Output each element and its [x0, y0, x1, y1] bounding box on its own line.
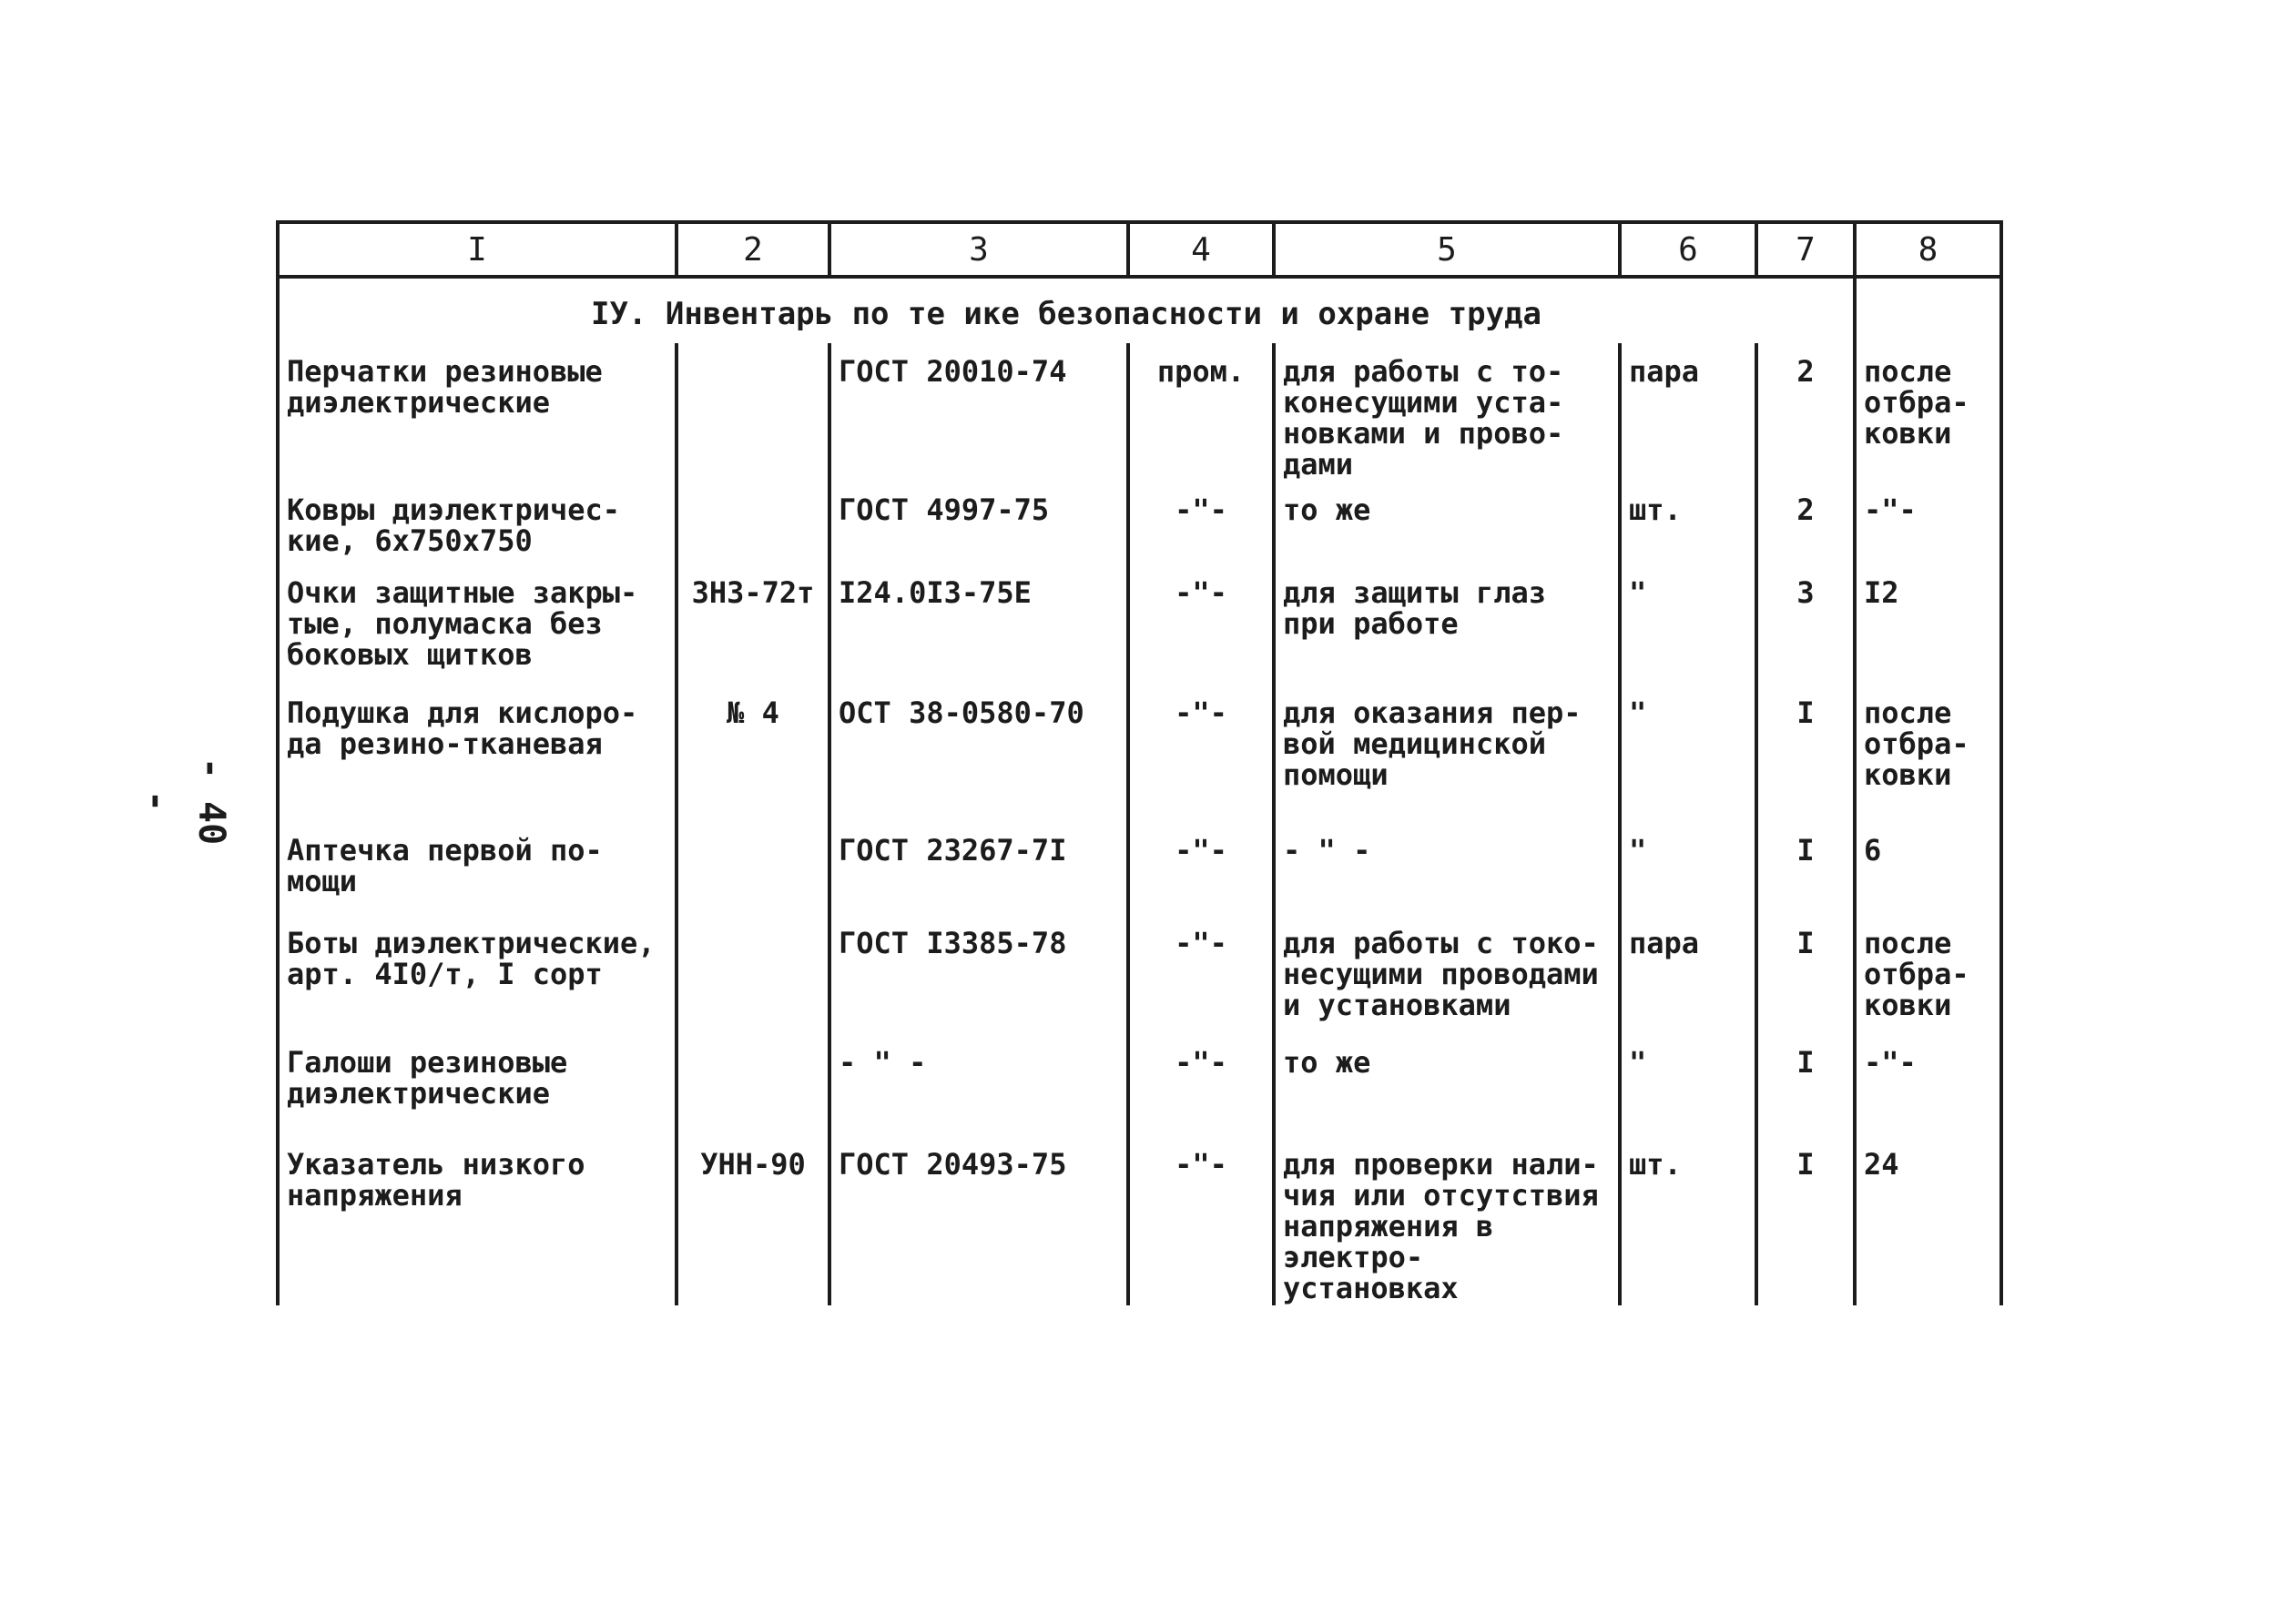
- cell-qty: 3: [1756, 564, 1855, 685]
- cell-term: 6: [1855, 822, 2001, 914]
- table-row: [278, 564, 2001, 685]
- cell-kind: -"-: [1128, 1034, 1274, 1135]
- cell-name: Указатель низкого напряжения: [278, 1136, 677, 1305]
- table-row: [278, 343, 2001, 482]
- column-header: 7: [1756, 222, 1855, 277]
- cell-qty: I: [1756, 1136, 1855, 1305]
- table-row: [278, 1034, 2001, 1135]
- cell-model: [677, 1034, 829, 1135]
- cell-kind: -"-: [1128, 564, 1274, 685]
- cell-qty: 2: [1756, 482, 1855, 564]
- column-header: 8: [1855, 222, 2001, 277]
- column-header: 4: [1128, 222, 1274, 277]
- column-header: 5: [1274, 222, 1620, 277]
- cell-purpose: то же: [1274, 482, 1620, 564]
- cell-model: ЗНЗ-72т: [677, 564, 829, 685]
- cell-kind: -"-: [1128, 822, 1274, 914]
- cell-purpose: для работы с токо- несущими проводами и установками: [1274, 915, 1620, 1035]
- cell-purpose: для оказания пер- вой медицинской помощи: [1274, 685, 1620, 823]
- cell-purpose: - " -: [1274, 822, 1620, 914]
- cell-kind: -"-: [1128, 915, 1274, 1035]
- table-row: [278, 822, 2001, 914]
- cell-standard: ГОСТ 20010-74: [829, 343, 1128, 482]
- cell-name: Ковры диэлектричес- кие, 6х750х750: [278, 482, 677, 564]
- cell-kind: пром.: [1128, 343, 1274, 482]
- cell-unit: пара: [1620, 915, 1756, 1035]
- cell-model: [677, 482, 829, 564]
- cell-purpose: для защиты глаз при работе: [1274, 564, 1620, 685]
- cell-name: Галоши резиновые диэлектрические: [278, 1034, 677, 1135]
- cell-name: Подушка для кислоро- да резино-тканевая: [278, 685, 677, 823]
- cell-term: -"-: [1855, 482, 2001, 564]
- section-title: IУ. Инвентарь по те ике безопасности и охране труда: [278, 277, 1855, 343]
- cell-term: I2: [1855, 564, 2001, 685]
- cell-unit: ": [1620, 685, 1756, 823]
- cell-standard: - " -: [829, 1034, 1128, 1135]
- table-row: [278, 1136, 2001, 1305]
- cell-purpose: для работы с то- конесущими уста- новками и прово- дами: [1274, 343, 1620, 482]
- cell-qty: I: [1756, 1034, 1855, 1135]
- cell-qty: I: [1756, 915, 1855, 1035]
- cell-unit: ": [1620, 564, 1756, 685]
- cell-model: [677, 343, 829, 482]
- cell-unit: шт.: [1620, 1136, 1756, 1305]
- cell-name: Боты диэлектрические, арт. 4I0/т, I сорт: [278, 915, 677, 1035]
- cell-unit: ": [1620, 822, 1756, 914]
- cell-purpose: для проверки нали- чия или отсутствия напряжения в электро- установках: [1274, 1136, 1620, 1305]
- inventory-table: [276, 220, 2003, 1305]
- cell-model: [677, 822, 829, 914]
- cell-standard: ГОСТ 23267-7I: [829, 822, 1128, 914]
- cell-purpose: то же: [1274, 1034, 1620, 1135]
- cell-name: Аптечка первой по- мощи: [278, 822, 677, 914]
- cell-kind: -"-: [1128, 1136, 1274, 1305]
- column-header: 3: [829, 222, 1128, 277]
- cell-term: после отбра- ковки: [1855, 685, 2001, 823]
- cell-unit: шт.: [1620, 482, 1756, 564]
- cell-qty: I: [1756, 685, 1855, 823]
- cell-model: УНН-90: [677, 1136, 829, 1305]
- cell-standard: ГОСТ 4997-75: [829, 482, 1128, 564]
- column-header: 2: [677, 222, 829, 277]
- cell-qty: I: [1756, 822, 1855, 914]
- cell-name: Очки защитные закры- тые, полумаска без боковых щитков: [278, 564, 677, 685]
- section-spacer: [1855, 277, 2001, 343]
- cell-term: 24: [1855, 1136, 2001, 1305]
- cell-term: -"-: [1855, 1034, 2001, 1135]
- cell-unit: ": [1620, 1034, 1756, 1135]
- cell-kind: -"-: [1128, 685, 1274, 823]
- cell-model: № 4: [677, 685, 829, 823]
- cell-standard: I24.0I3-75Е: [829, 564, 1128, 685]
- cell-standard: ГОСТ I3385-78: [829, 915, 1128, 1035]
- cell-unit: пара: [1620, 343, 1756, 482]
- column-header: 6: [1620, 222, 1756, 277]
- cell-standard: ГОСТ 20493-75: [829, 1136, 1128, 1305]
- cell-name: Перчатки резиновые диэлектрические: [278, 343, 677, 482]
- table-row: [278, 482, 2001, 564]
- column-header: I: [278, 222, 677, 277]
- section-row: [278, 277, 2001, 343]
- cell-term: после отбра- ковки: [1855, 915, 2001, 1035]
- cell-qty: 2: [1756, 343, 1855, 482]
- cell-model: [677, 915, 829, 1035]
- table-row: [278, 915, 2001, 1035]
- cell-term: после отбра- ковки: [1855, 343, 2001, 482]
- page-number: - 40 -: [136, 756, 232, 846]
- column-header-row: [278, 222, 2001, 277]
- cell-kind: -"-: [1128, 482, 1274, 564]
- table-row: [278, 685, 2001, 823]
- cell-standard: ОСТ 38-0580-70: [829, 685, 1128, 823]
